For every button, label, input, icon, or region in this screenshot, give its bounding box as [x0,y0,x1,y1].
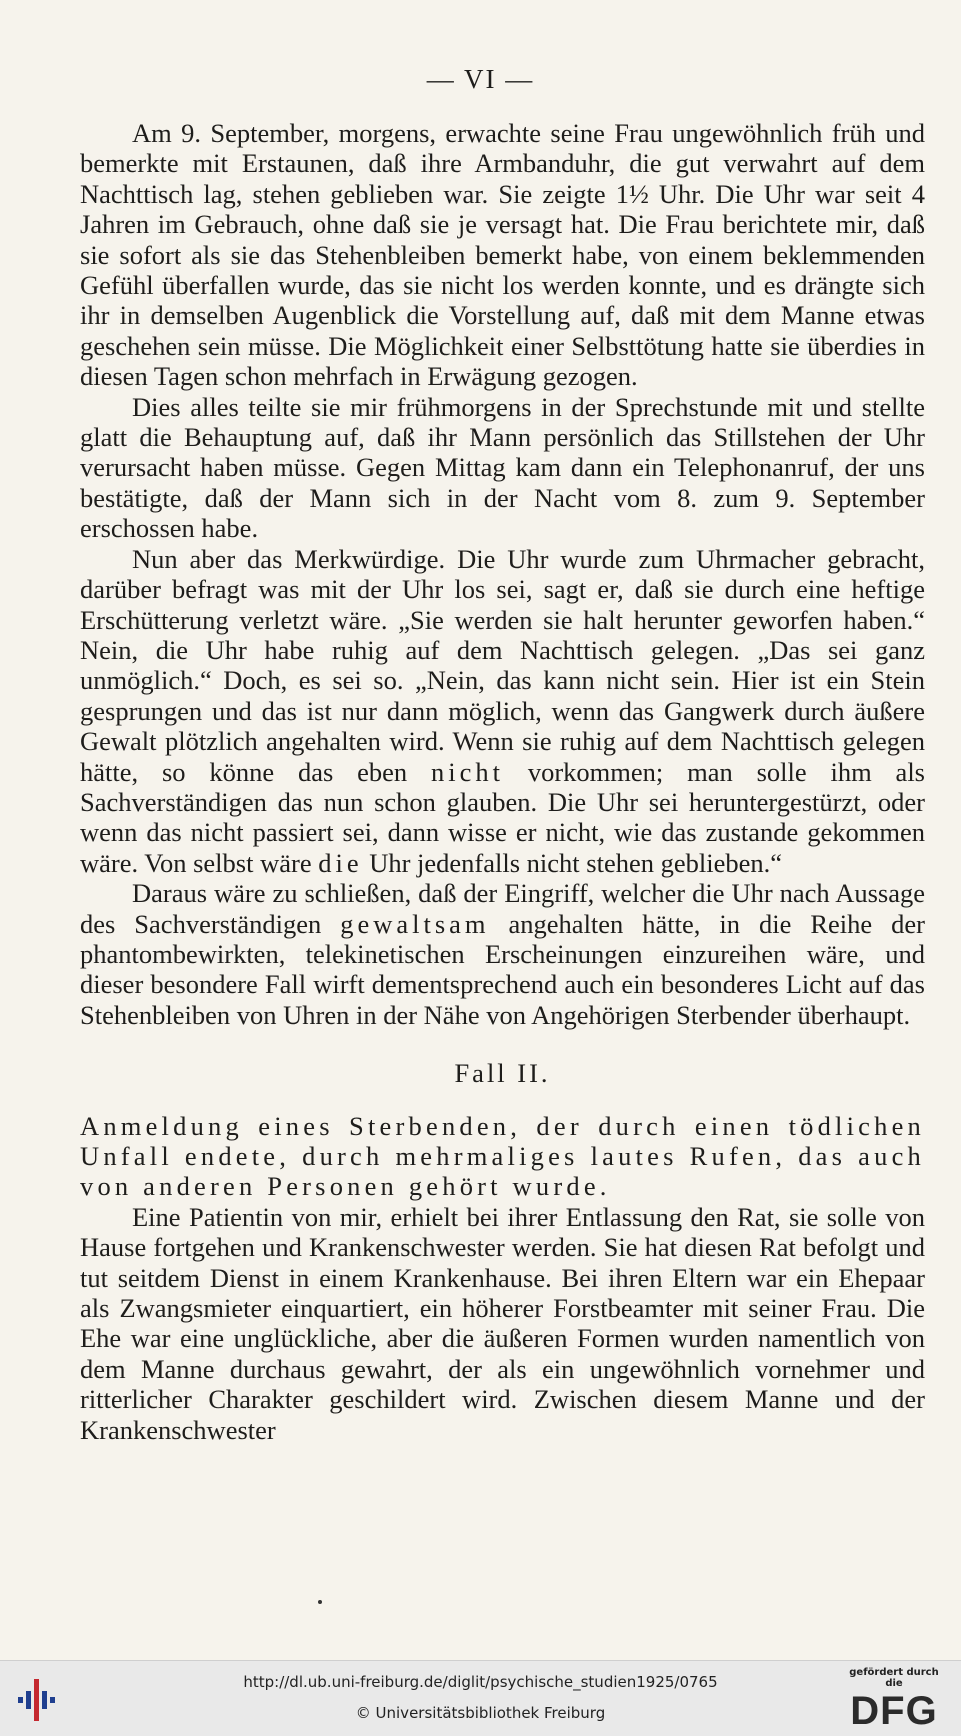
paragraph-3-end: Uhr jedenfalls nicht stehen geblieben.“ [369,847,783,878]
page-header: — VI — [426,64,535,94]
section-title: Fall II. [454,1058,551,1089]
dfg-logo-text: DFG [850,1689,938,1733]
paragraph-2: Dies alles teilte sie mir frühmorgens in der Sprechstunde mit und stellte glatt die Behauptung auf, daß ihr Mann persönlich das Stillstehen der Uhr verursacht haben müsse. Gegen Mittag kam dann ein Telephonanruf, der uns bestätigte, daß der Mann sich in der Nacht vom 8. zum 9. September erschossen habe. [80,391,925,544]
paragraph-3 [80,544,925,878]
emphasis-gewaltsam: gewaltsam [340,908,490,939]
viewer-footer [0,1660,961,1736]
paragraph-4-end: angehalten hätte, in die Reihe der phantombewirkten, telekinetischen Erscheinungen einzureihen wäre, und dieser besondere Fall wirft dementsprechend auch ein besonderes Licht auf das Stehenbleiben von Uhren in der Nähe von Angehörigen Sterbender überhaupt. [80,908,925,1030]
emphasis-nicht: nicht [431,756,505,787]
paragraph-5: Eine Patientin von mir, erhielt bei ihrer Entlassung den Rat, sie solle von Hause fortgehen und Krankenschwester werden. Sie hat diesen Rat befolgt und tut seitdem Dienst in einem Krankenhause. Bei ihren Eltern war ein Ehepaar als Zwangsmieter einquartiert, ein höherer Forstbeamter mit seiner Frau. Die Ehe war eine unglückliche, aber die äußeren Formen wurden namentlich von dem Manne durchaus gewahrt, der als ein ungewöhnlich vornehmer und ritterlicher Charakter geschildert wird. Zwischen diesem Manne und der Krankenschwester [80,1201,925,1445]
paragraph-1: Am 9. September, morgens, erwachte seine Frau ungewöhnlich früh und bemerkte mit Erstaunen, daß ihre Armbanduhr, die gut verwahrt auf dem Nachttisch lag, stehen geblieben war. Sie zeigte 1½ Uhr. Die Uhr war seit 4 Jahren im Gebrauch, ohne daß sie je versagt hat. Die Frau berichtete mir, daß sie sofort als sie das Stehenbleiben bemerkt habe, von einem beklemmenden Gefühl überfallen wurde, das sie nicht los werden konnte, und es drängte sich ihr in demselben Augenblick die Vorstellung auf, daß mit dem Manne etwas geschehen sein müsse. Die Möglichkeit einer Selbsttötung hatte sie überdies in diesen Tagen schon mehrfach in Erwägung gezogen. [80,118,925,392]
dfg-logo [839,1667,949,1731]
paragraph-4-start: Daraus wäre zu schließen, daß der Eingriff, welcher die Uhr nach Aussage des Sachverständigen [80,878,925,939]
paragraph-3-start: Nun aber das Merkwürdige. Die Uhr wurde zum Uhrmacher gebracht, darüber befragt was mit der Uhr los sei, sagt er, daß sie durch eine heftige Erschütterung verletzt wäre. „Sie werden sie halt herunter geworfen haben.“ Nein, die Uhr habe ruhig auf dem Nachttisch gelegen. „Das sei ganz unmöglich.“ Doch, es sei so. „Nein, das kann nicht sein. Hier ist ein Stein gesprungen und das ist nur dann möglich, wenn das Gangwerk durch äußere Gewalt plötzlich angehalten wird. Wenn sie ruhig auf dem Nachttisch gelegen hätte, so könne das eben [80,543,925,787]
page-body [80,118,925,1445]
dfg-funded-by-label: gefördert durch die [849,1667,939,1689]
emphasis-die: die [318,847,363,878]
case-title: Anmeldung eines Sterbenden, der durch einen tödlichen Unfall endete, durch mehrmaliges lautes Rufen, das auch von anderen Personen gehört wurde. [80,1110,925,1202]
paragraph-3-middle: vorkommen; man solle ihm als Sachverständigen das nun schon glauben. Die Uhr sei heruntergestürzt, oder wenn das nicht passiert sei, dann wisse er nicht, wie das zustande gekommen wäre. Von selbst wäre [80,756,925,878]
source-url-link[interactable]: http://dl.ub.uni-freiburg.de/diglit/psychische_studien1925/0765 [243,1673,718,1691]
copyright-text: © Universitätsbibliothek Freiburg [355,1704,606,1722]
paragraph-4 [80,878,925,1030]
page-mark-dot [318,1600,322,1604]
